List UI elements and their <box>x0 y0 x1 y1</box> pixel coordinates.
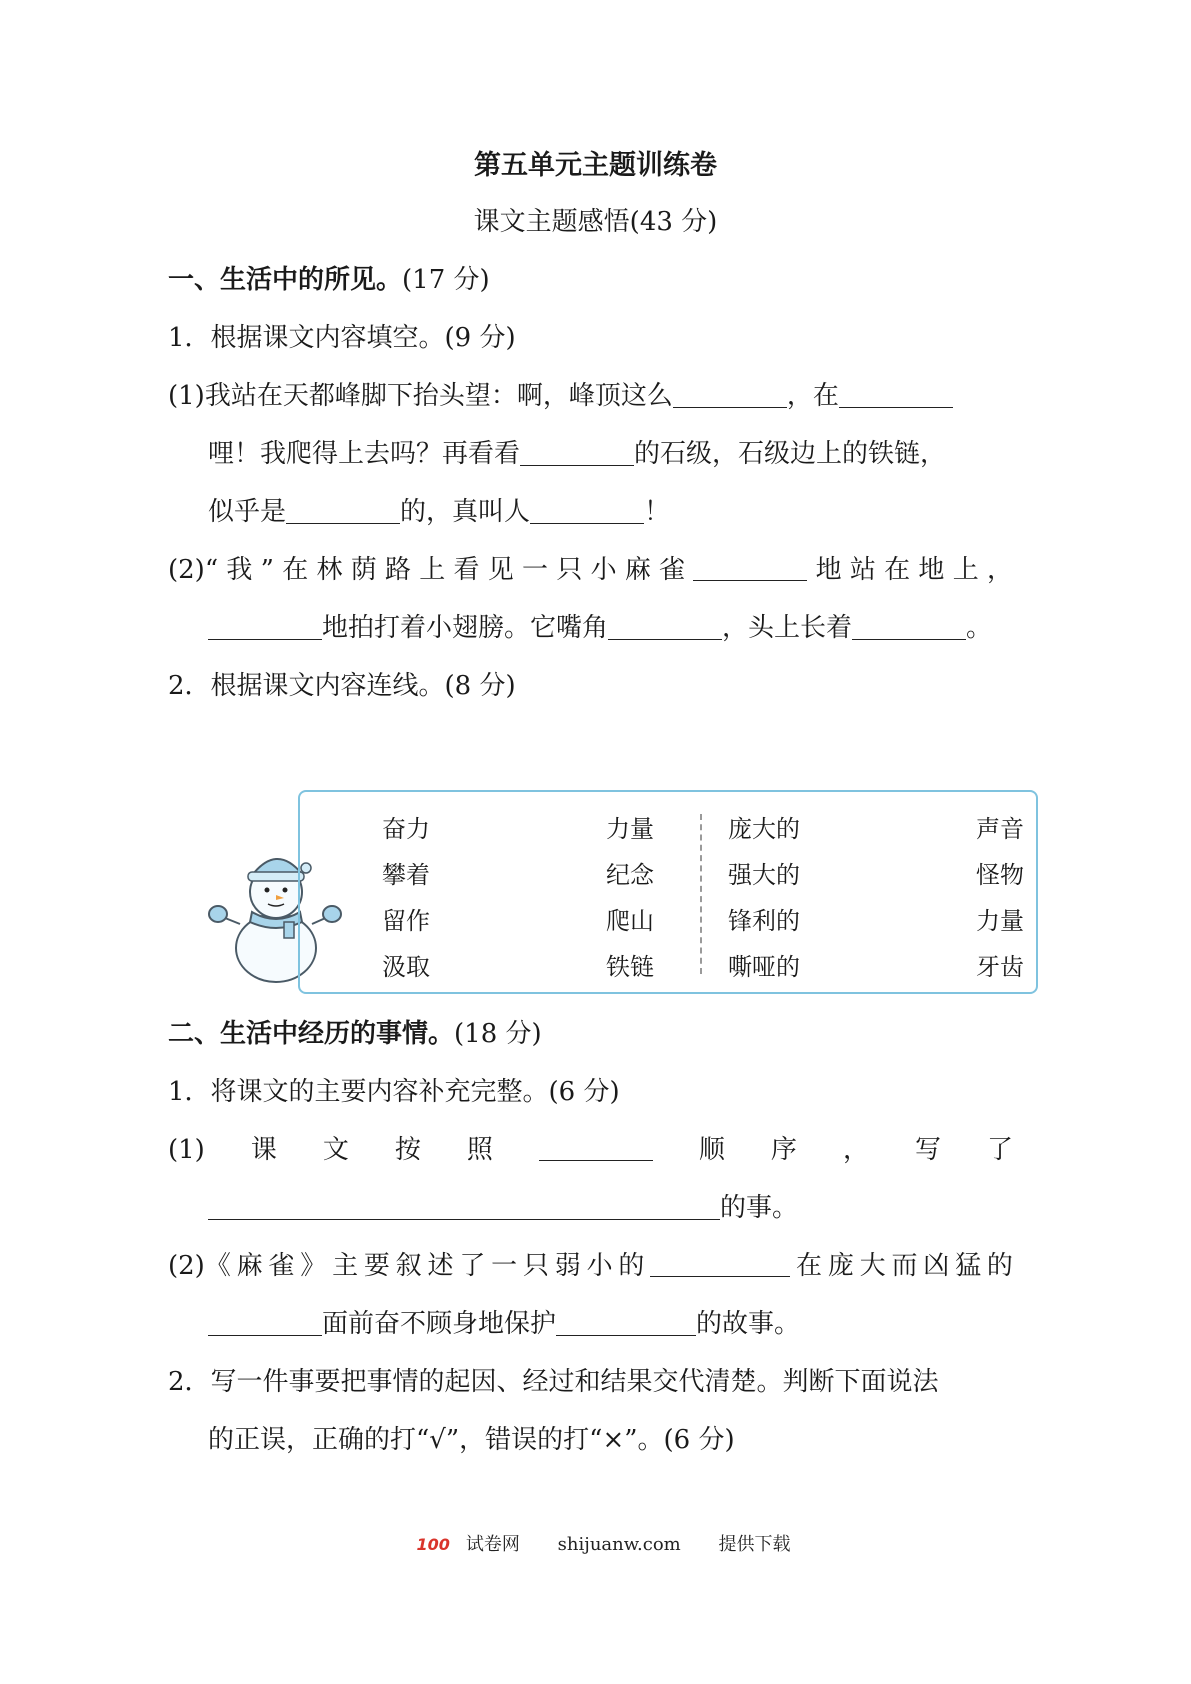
footer-note: 提供下载 <box>718 1534 791 1555</box>
q1-1-line-1: (1)我站在天都峰脚下抬头望：啊，峰顶这么 ，在 <box>168 376 953 416</box>
question-1-1-label: 1．根据课文内容填空。(9 分) <box>168 323 516 353</box>
matching-column-1 <box>382 806 430 990</box>
q3-1-line-2: 的事。 <box>208 1188 798 1228</box>
section-1-points: (17 分) <box>402 265 490 295</box>
matching-item[interactable]: 奋力 <box>382 815 430 843</box>
page-title: 第五单元主题训练卷 <box>474 150 717 181</box>
section-2-heading <box>168 1014 542 1054</box>
section-2-label: 二、生活中经历的事情。 <box>168 1019 455 1049</box>
matching-item[interactable]: 强大的 <box>728 861 800 889</box>
matching-item[interactable]: 留作 <box>382 907 430 935</box>
question-2-1-label: 1．将课文的主要内容补充完整。(6 分) <box>168 1077 620 1107</box>
answer-blank[interactable] <box>208 1189 720 1220</box>
q3-2-line-1: (2)《 麻 雀 》 主 要 叙 述 了 一 只 弱 小 的 在 庞 大 而 凶 猛 的 <box>168 1246 1013 1286</box>
matching-item[interactable]: 汲取 <box>382 953 430 981</box>
question-2-2-line-1: 2．写一件事要把事情的起因、经过和结果交代清楚。判断下面说法 <box>168 1367 939 1397</box>
section-1-label: 一、生活中的所见。 <box>168 265 403 295</box>
question-2-2-line-2: 的正误，正确的打“√”，错误的打“×”。(6 分) <box>208 1425 735 1455</box>
section-2-points: (18 分) <box>454 1019 542 1049</box>
matching-column-3 <box>728 806 800 990</box>
answer-blank[interactable] <box>673 377 787 408</box>
footer-brand <box>401 1530 520 1556</box>
answer-blank[interactable] <box>852 609 966 640</box>
answer-blank[interactable] <box>608 609 722 640</box>
q1-2-line-1: (2)“ 我 ” 在 林 荫 路 上 看 见 一 只 小 麻 雀 地 站 在 地 上 ， <box>168 550 1013 590</box>
matching-column-2 <box>606 806 654 990</box>
answer-blank[interactable] <box>539 1130 653 1161</box>
matching-item[interactable]: 爬山 <box>606 907 654 935</box>
matching-item[interactable]: 嘶哑的 <box>728 953 800 981</box>
question-1-2-label: 2．根据课文内容连线。(8 分) <box>168 671 516 701</box>
q3-2-line-2: 面前奋不顾身地保护 的故事。 <box>208 1304 800 1344</box>
matching-divider <box>700 814 702 974</box>
answer-blank[interactable] <box>208 609 322 640</box>
q1-2-line-2: 地拍打着小翅膀。它嘴角 ，头上长着 。 <box>208 608 992 648</box>
matching-item[interactable]: 力量 <box>606 815 654 843</box>
footer-url: shijuanw.com <box>557 1534 681 1555</box>
site-name: 试卷网 <box>465 1534 520 1555</box>
answer-blank[interactable] <box>556 1305 696 1336</box>
page-footer <box>0 1530 1191 1556</box>
answer-blank[interactable] <box>650 1246 790 1277</box>
matching-column-4 <box>976 806 1024 990</box>
answer-blank[interactable] <box>520 435 634 466</box>
site-logo: 100 <box>416 1535 450 1554</box>
matching-item[interactable]: 庞大的 <box>728 815 800 843</box>
answer-blank[interactable] <box>839 377 953 408</box>
matching-item[interactable]: 铁链 <box>606 953 654 981</box>
answer-blank[interactable] <box>693 550 807 581</box>
matching-item[interactable]: 力量 <box>976 907 1024 935</box>
q1-1-line-2: 哩！我爬得上去吗？再看看 的石级，石级边上的铁链， <box>208 434 946 474</box>
section-1-heading <box>168 260 490 300</box>
matching-item[interactable]: 攀着 <box>382 861 430 889</box>
matching-box <box>298 790 1038 994</box>
matching-item[interactable]: 声音 <box>976 815 1024 843</box>
q1-1-line-3: 似乎是 的，真叫人 ！ <box>208 492 670 532</box>
matching-item[interactable]: 怪物 <box>976 861 1024 889</box>
answer-blank[interactable] <box>530 493 644 524</box>
answer-blank[interactable] <box>208 1305 322 1336</box>
matching-item[interactable]: 纪念 <box>606 861 654 889</box>
page-subtitle: 课文主题感悟(43 分) <box>473 207 718 237</box>
matching-item[interactable]: 牙齿 <box>976 953 1024 981</box>
matching-item[interactable]: 锋利的 <box>728 907 800 935</box>
q3-1-line-1: (1) 课 文 按 照 顺 序 ， 写 了 <box>168 1130 1013 1170</box>
answer-blank[interactable] <box>286 493 400 524</box>
